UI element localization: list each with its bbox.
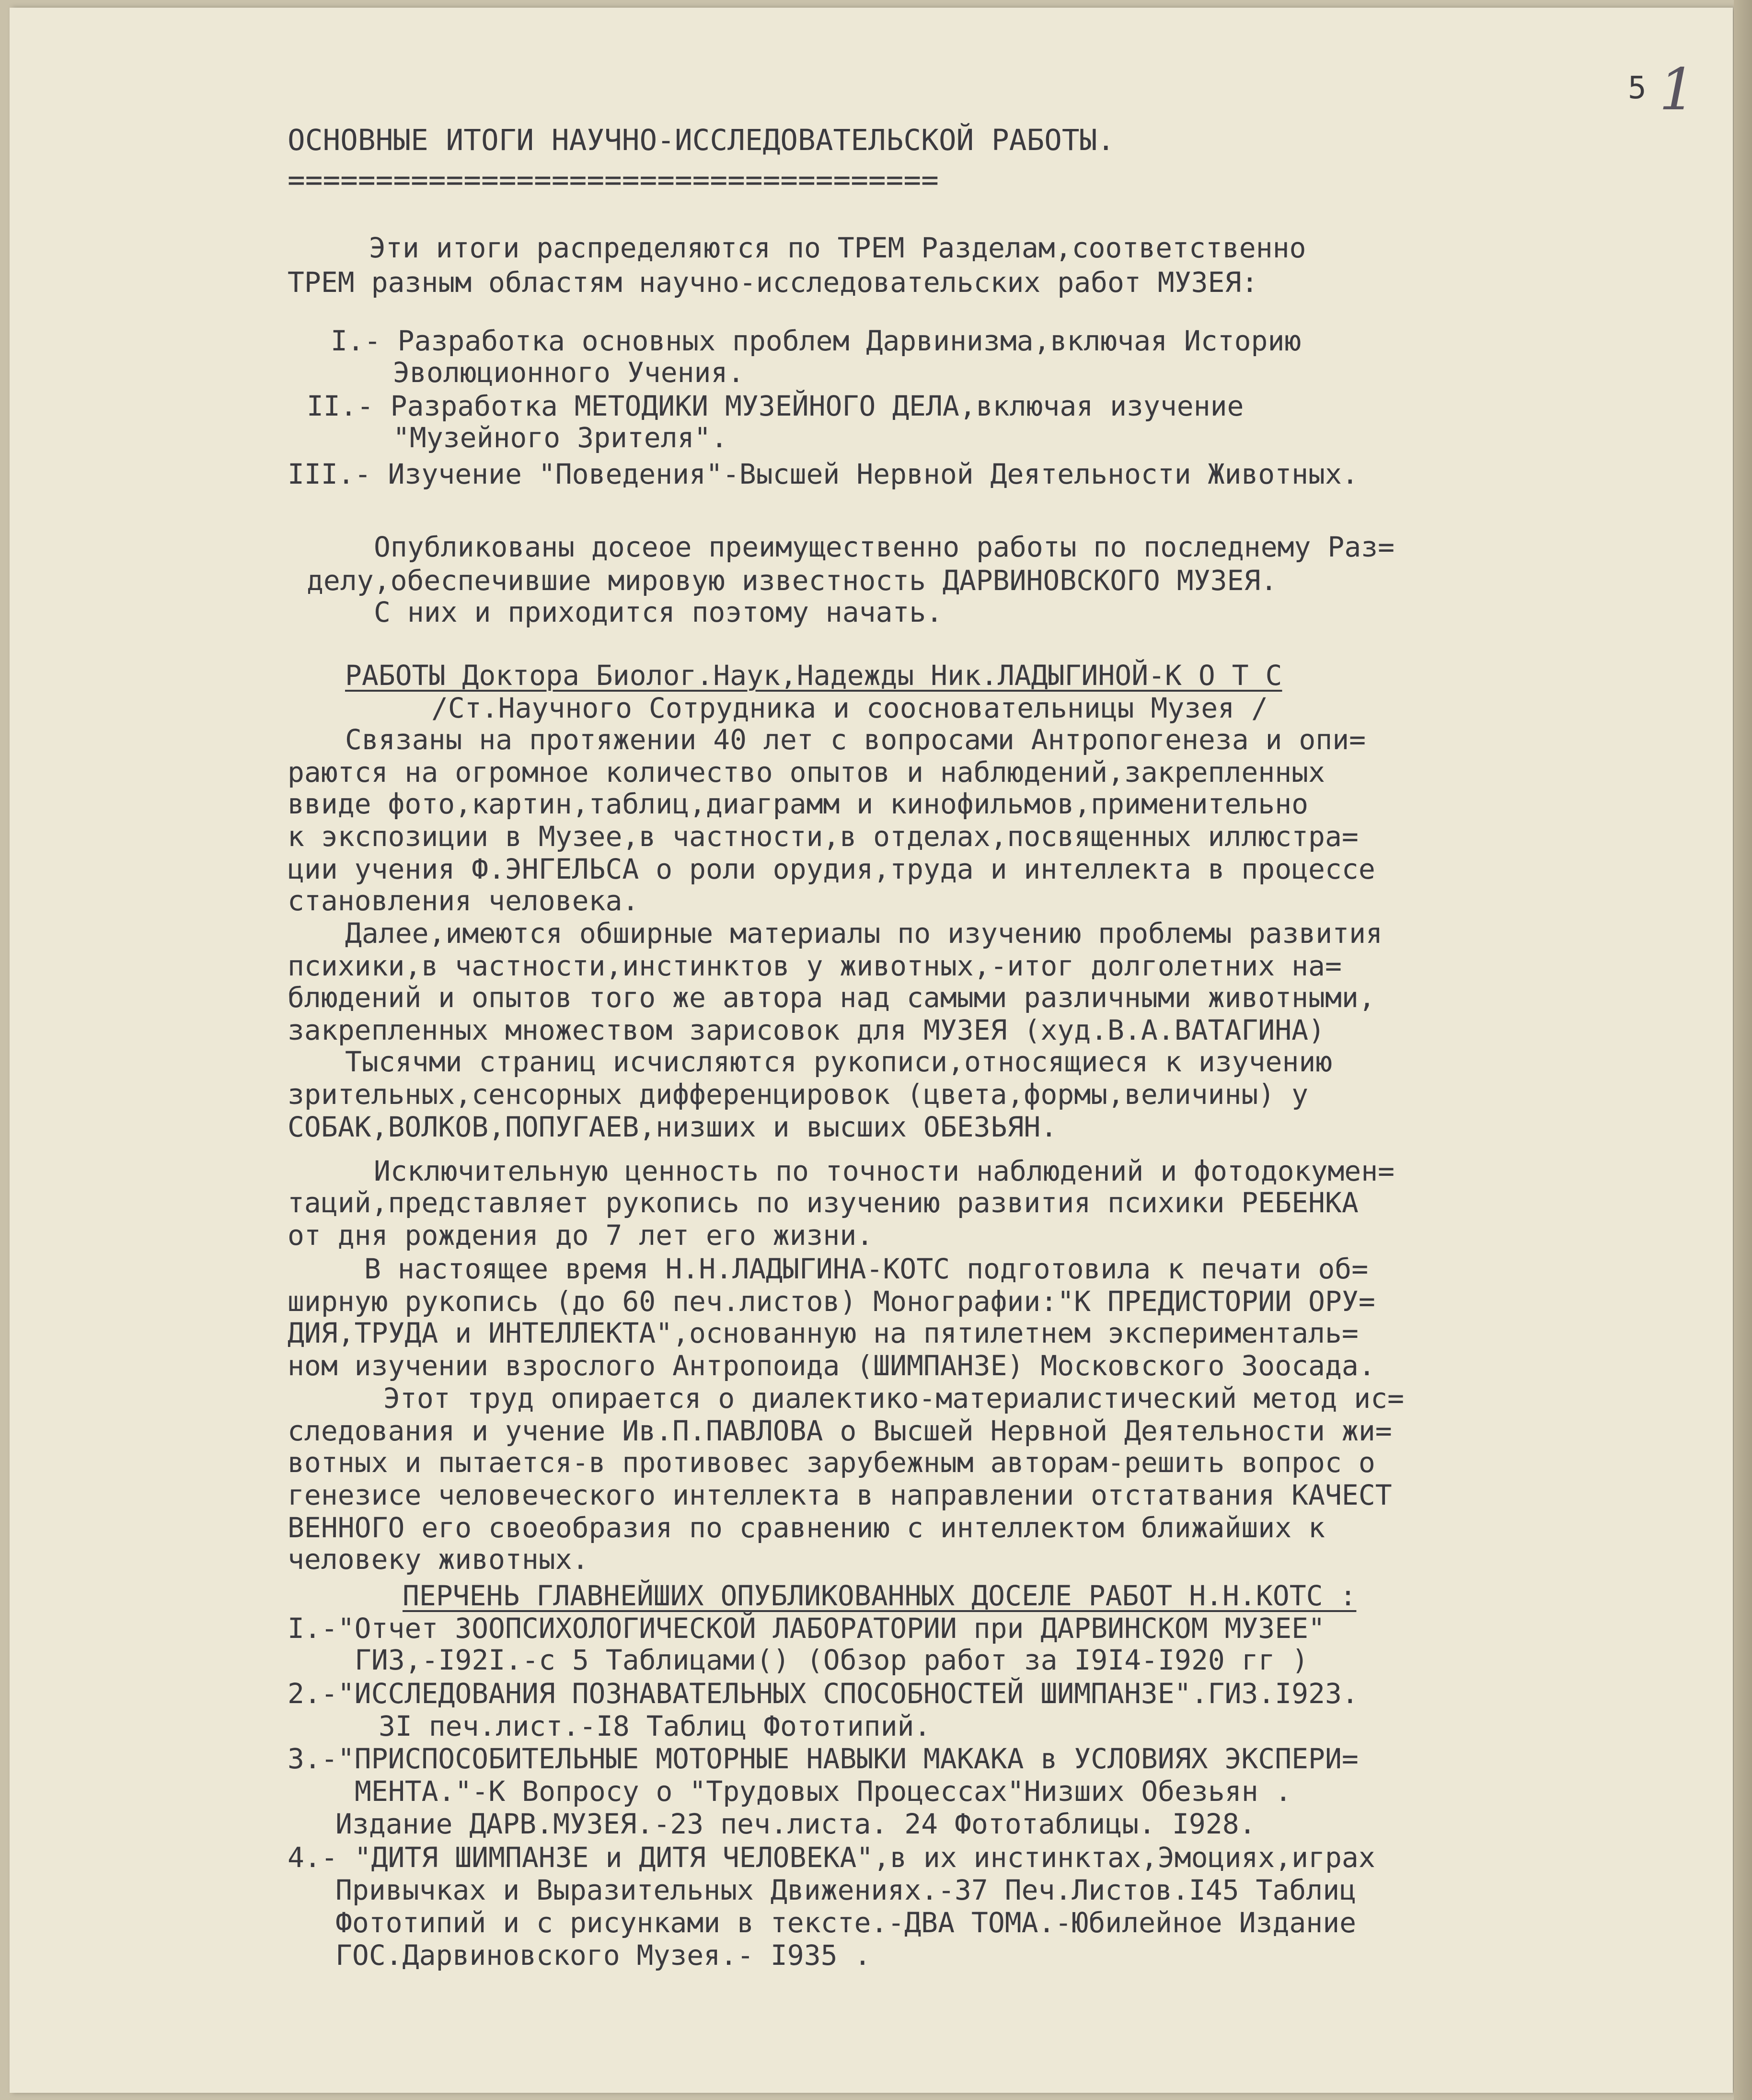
body-line: Этот труд опирается о диалектико-материалистический метод ис= xyxy=(383,1382,1405,1415)
body-line: ном изучении взрослого Антропоида (ШИМПАНЗЕ) Московского Зоосада. xyxy=(288,1349,1375,1382)
publication-line: 3.-"ПРИСПОСОБИТЕЛЬНЫЕ МОТОРНЫЕ НАВЫКИ МАКАКА в УСЛОВИЯХ ЭКСПЕРИ= xyxy=(288,1742,1359,1775)
publication-line: Привычках и Выразительных Движениях.-37 Печ.Листов.I45 Таблиц xyxy=(335,1874,1357,1906)
section-item: II.- Разработка МЕТОДИКИ МУЗЕЙНОГО ДЕЛА,включая изучение xyxy=(307,390,1244,422)
body-line: ВЕННОГО его своеобразия по сравнению с интеллектом ближайших к xyxy=(288,1511,1325,1544)
publication-line: Фототипий и с рисунками в тексте.-ДВА ТОМА.-Юбилейное Издание xyxy=(335,1906,1357,1939)
body-line: ДИЯ,ТРУДА и ИНТЕЛЛЕКТА",основанную на пятилетнем эксперименталь= xyxy=(288,1317,1359,1349)
body-line: Далее,имеются обширные материалы по изучению проблемы развития xyxy=(345,917,1383,950)
section-item: "Музейного Зрителя". xyxy=(393,421,728,454)
body-line: таций,представляет рукопись по изучению развития психики РЕБЕНКА xyxy=(288,1186,1359,1219)
publications-heading: ПЕРЧЕНЬ ГЛАВНЕЙШИХ ОПУБЛИКОВАННЫХ ДОСЕЛЕ РАБОТ Н.Н.КОТС : xyxy=(403,1579,1357,1612)
publication-line: I.-"Отчет ЗООПСИХОЛОГИЧЕСКОЙ ЛАБОРАТОРИИ при ДАРВИНСКОМ МУЗЕЕ" xyxy=(288,1612,1325,1645)
publication-line: МЕНТА."-К Вопросу о "Трудовых Процессах"Низших Обезьян . xyxy=(355,1775,1292,1808)
publication-line: ГОС.Дарвиновского Музея.- I935 . xyxy=(335,1939,871,1972)
paragraph-line: делу,обеспечившие мировую известность ДАРВИНОВСКОГО МУЗЕЯ. xyxy=(307,564,1278,597)
body-line: следования и учение Ив.П.ПАВЛОВА о Высшей Нервной Деятельности жи= xyxy=(288,1415,1392,1447)
body-line: зрительных,сенсорных дифференцировок (цвета,формы,величины) у xyxy=(288,1078,1309,1111)
body-line: Тысячми страниц исчисляются рукописи,относящиеся к изучению xyxy=(345,1045,1333,1078)
intro-line: Эти итоги распределяются по ТРЕМ Разделам,соответственно xyxy=(369,232,1306,264)
publication-line: Издание ДАРВ.МУЗЕЯ.-23 печ.листа. 24 Фототаблицы. I928. xyxy=(335,1808,1256,1840)
section-item: III.- Изучение "Поведения"-Высшей Нервной Деятельности Животных. xyxy=(288,458,1359,490)
body-line: человеку животных. xyxy=(288,1543,589,1576)
section-item: I.- Разработка основных проблем Дарвинизма,включая Историю xyxy=(331,325,1302,357)
body-line: Связаны на протяжении 40 лет с вопросами Антропогенеза и опи= xyxy=(345,723,1366,756)
body-line: СОБАК,ВОЛКОВ,ПОПУГАЕВ,низших и высших ОБЕЗЬЯН. xyxy=(288,1111,1058,1143)
publication-line: 3I печ.лист.-I8 Таблиц Фототипий. xyxy=(379,1710,931,1742)
works-subheading: /Ст.Научного Сотрудника и соосновательницы Музея / xyxy=(431,692,1268,724)
body-line: закрепленных множеством зарисовок для МУЗЕЯ (худ.В.А.ВАТАГИНА) xyxy=(288,1014,1325,1046)
publication-line: 2.-"ИССЛЕДОВАНИЯ ПОЗНАВАТЕЛЬНЫХ СПОСОБНОСТЕЙ ШИМПАНЗЕ".ГИЗ.I923. xyxy=(288,1677,1359,1710)
title-rule: ===================================== xyxy=(288,163,939,197)
body-line: ции учения Ф.ЭНГЕЛЬСА о роли орудия,труда и интеллекта в процессе xyxy=(288,853,1375,885)
publication-line: ГИЗ,-I92I.-с 5 Таблицами() (Обзор работ за I9I4-I920 гг ) xyxy=(355,1644,1309,1676)
document-title: ОСНОВНЫЕ ИТОГИ НАУЧНО-ИССЛЕДОВАТЕЛЬСКОЙ РАБОТЫ. xyxy=(288,123,1115,157)
page-edge xyxy=(1734,0,1752,2100)
body-line: ширную рукопись (до 60 печ.листов) Монографии:"К ПРЕДИСТОРИИ ОРУ= xyxy=(288,1285,1375,1318)
section-item: Эволюционного Учения. xyxy=(393,356,745,389)
body-line: от дня рождения до 7 лет его жизни. xyxy=(288,1219,874,1252)
body-line: к экспозиции в Музее,в частности,в отделах,посвященных иллюстра= xyxy=(288,820,1359,853)
works-heading: РАБОТЫ Доктора Биолог.Наук,Надежды Ник.ЛАДЫГИНОЙ-К О Т С xyxy=(345,659,1282,692)
intro-line: ТРЕМ разным областям научно-исследовательских работ МУЗЕЯ: xyxy=(288,266,1258,299)
body-line: вотных и пытается-в противовес зарубежным авторам-решить вопрос о xyxy=(288,1446,1375,1479)
body-line: блюдений и опытов того же автора над самыми различными животными, xyxy=(288,981,1375,1014)
body-line: Исключительную ценность по точности наблюдений и фотодокумен= xyxy=(374,1155,1395,1187)
paragraph-line: Опубликованы досеое преимущественно работы по последнему Раз= xyxy=(374,531,1395,563)
page-number: 5 xyxy=(1628,70,1647,106)
body-line: психики,в частности,инстинктов у животных,-итог долголетних на= xyxy=(288,950,1342,982)
paragraph-line: С них и приходится поэтому начать. xyxy=(374,596,943,628)
body-line: становления человека. xyxy=(288,884,639,917)
body-line: генезисе человеческого интеллекта в направлении отстатвания КАЧЕСТ xyxy=(288,1479,1392,1511)
body-line: ввиде фото,картин,таблиц,диаграмм и кинофильмов,применительно xyxy=(288,788,1309,820)
body-line: В настоящее время Н.Н.ЛАДЫГИНА-КОТС подготовила к печати об= xyxy=(364,1253,1369,1285)
body-line: раются на огромное количество опытов и наблюдений,закрепленных xyxy=(288,756,1325,789)
handwritten-page-number: 1 xyxy=(1659,57,1696,123)
publication-line: 4.- "ДИТЯ ШИМПАНЗЕ и ДИТЯ ЧЕЛОВЕКА",в их инстинктах,Эмоциях,играх xyxy=(288,1841,1375,1874)
